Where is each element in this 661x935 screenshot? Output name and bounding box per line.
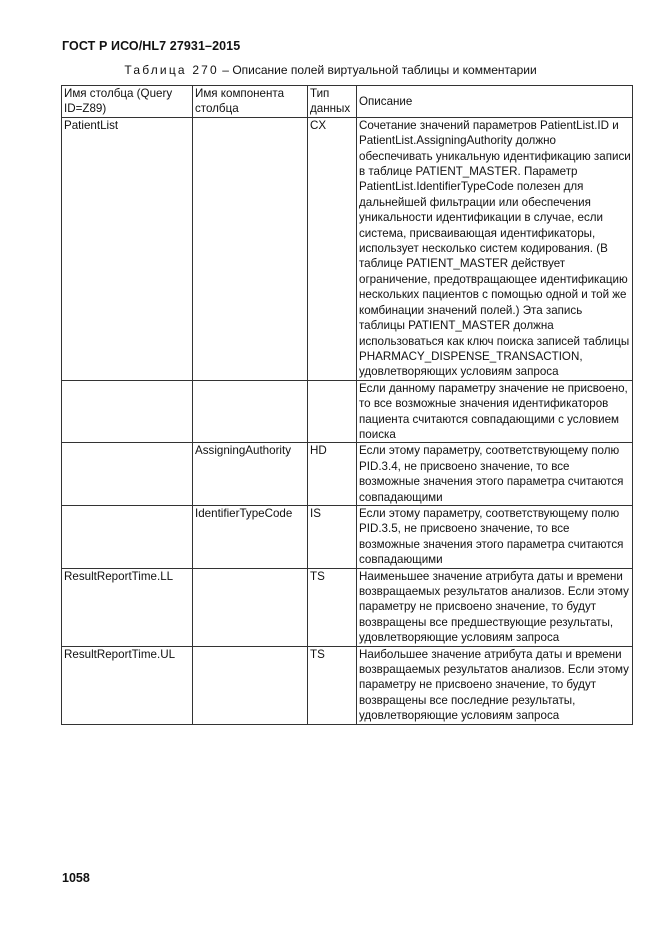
cell-component-name	[193, 646, 308, 724]
cell-component-name	[193, 117, 308, 380]
table-row	[62, 380, 633, 443]
cell-data-type: TS	[308, 568, 357, 646]
cell-description: Наименьшее значение атрибута даты и времени возвращаемых результатов анализов. Если этому параметру не присвоено значение, то будут возвращены все предшествующие результаты, удовлетворяющие условиям запроса	[357, 568, 633, 646]
cell-data-type: IS	[308, 505, 357, 568]
cell-data-type: TS	[308, 646, 357, 724]
cell-component-name: AssigningAuthority	[193, 443, 308, 506]
cell-data-type	[308, 380, 357, 443]
cell-column-name: ResultReportTime.UL	[62, 646, 193, 724]
cell-column-name: PatientList	[62, 117, 193, 380]
header-column-name: Имя столбца (Query ID=Z89)	[62, 86, 193, 118]
table-caption-lead: Таблица 270	[124, 63, 219, 77]
table-row	[62, 568, 633, 646]
header-component-name: Имя компонента столбца	[193, 86, 308, 118]
table-caption-dash: –	[222, 63, 229, 77]
header-data-type: Тип данных	[308, 86, 357, 118]
cell-component-name	[193, 568, 308, 646]
table-caption-title: Описание полей виртуальной таблицы и комментарии	[232, 63, 537, 77]
fields-table	[61, 85, 633, 725]
cell-data-type: HD	[308, 443, 357, 506]
table-caption	[0, 63, 661, 77]
cell-description: Если данному параметру значение не присвоено, то все возможные значения идентификаторов пациента считаются совпадающими с условием поиска	[357, 380, 633, 443]
cell-data-type: CX	[308, 117, 357, 380]
page-number: 1058	[62, 871, 90, 885]
cell-component-name: IdentifierTypeCode	[193, 505, 308, 568]
cell-column-name	[62, 505, 193, 568]
table-row	[62, 443, 633, 506]
cell-description: Если этому параметру, соответствующему полю PID.3.5, не присвоено значение, то все возможные значения этого параметра считаются совпадающими	[357, 505, 633, 568]
cell-column-name: ResultReportTime.LL	[62, 568, 193, 646]
header-description: Описание	[357, 86, 633, 118]
cell-component-name	[193, 380, 308, 443]
cell-column-name	[62, 380, 193, 443]
table-row	[62, 117, 633, 380]
cell-description: Наибольшее значение атрибута даты и времени возвращаемых результатов анализов. Если этому параметру не присвоено значение, то будут возвращены все последние результаты, удовлетворяющие условиям запроса	[357, 646, 633, 724]
cell-column-name	[62, 443, 193, 506]
document-header: ГОСТ Р ИСО/HL7 27931–2015	[62, 39, 241, 53]
table-header-row	[62, 86, 633, 118]
table-row	[62, 646, 633, 724]
cell-description: Сочетание значений параметров PatientList.ID и PatientList.AssigningAuthority должно обеспечивать уникальную идентификацию записи в таблице PATIENT_MASTER. Параметр PatientList.IdentifierTypeCode полезен для дальнейшей фильтрации или обеспечения уникальности идентификации в случае, если система, присваивающая идентификаторы, использует несколько систем кодирования. (В таблице PATIENT_MASTER действует ограничение, предотвращающее идентификацию нескольких пациентов с помощью одной и той же комбинации значений полей.) Эта запись таблицы PATIENT_MASTER должна использоваться как ключ поиска записей таблицы PHARMACY_DISPENSE_TRANSACTION, удовлетворяющих условиям запроса	[357, 117, 633, 380]
cell-description: Если этому параметру, соответствующему полю PID.3.4, не присвоено значение, то все возможные значения этого параметра считаются совпадающими	[357, 443, 633, 506]
table-row	[62, 505, 633, 568]
